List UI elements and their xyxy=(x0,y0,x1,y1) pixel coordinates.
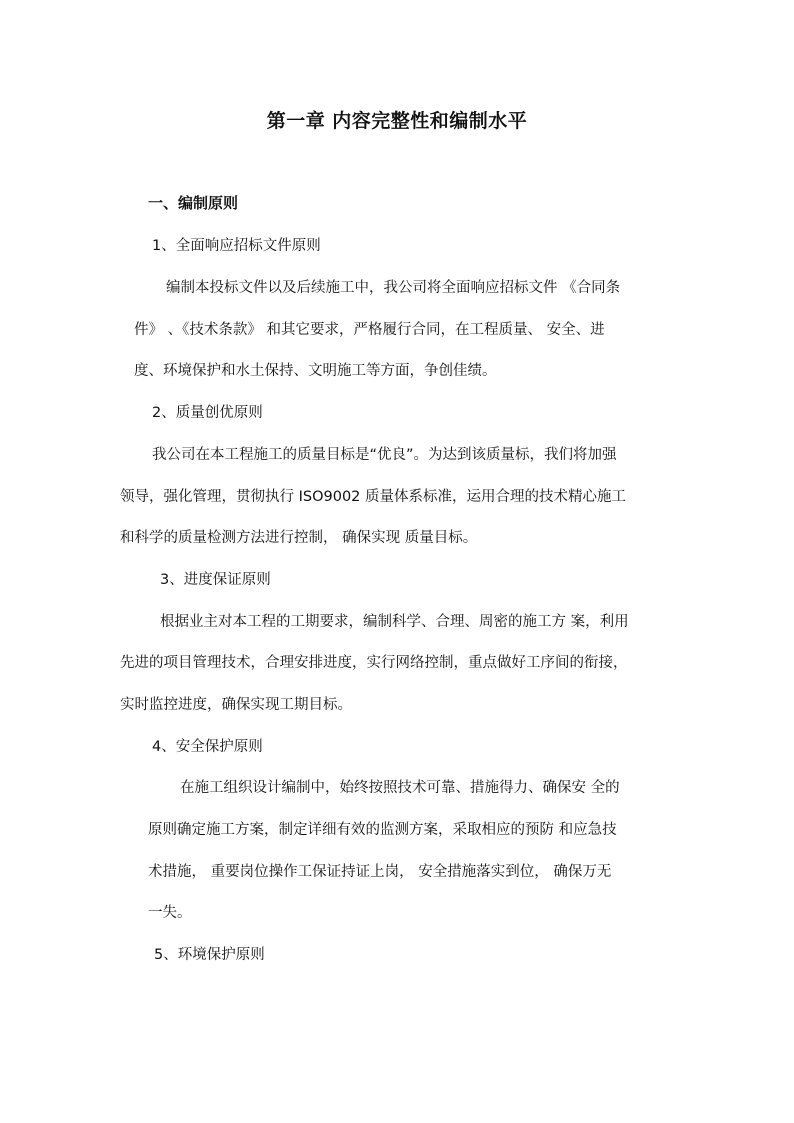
paragraph-line: 和科学的质量检测方法进行控制， 确保实现 质量目标。 xyxy=(120,530,478,546)
paragraph-line: 根据业主对本工程的工期要求，编制科学、合理、周密的施工方 案，利用 xyxy=(160,614,629,630)
paragraph-line: 度、环境保护和水土保持、文明施工等方面，争创佳绩。 xyxy=(134,363,497,379)
paragraph-line: 我公司在本工程施工的质量目标是“优良”。为达到该质量标，我们将加强 xyxy=(152,447,617,463)
paragraph-line: 在施工组织设计编制中，始终按照技术可靠、措施得力、确保安 全的 xyxy=(180,780,620,796)
chapter-title: 第一章 内容完整性和编制水平 xyxy=(266,110,528,132)
paragraph-line: 术措施， 重要岗位操作工保证持证上岗， 安全措施落实到位， 确保万无 xyxy=(148,864,612,880)
paragraph-line: 领导，强化管理，贯彻执行 ISO9002 质量体系标准，运用合理的技术精心施工 xyxy=(120,489,627,505)
paragraph-line: 件》 、《技术条款》 和其它要求，严格履行合同，在工程质量、 安全、进 xyxy=(134,322,605,338)
paragraph-line: 先进的项目管理技术，合理安排进度，实行网络控制，重点做好工序间的衔接， xyxy=(120,655,628,671)
paragraph-line: 实时监控进度，确保实现工期目标。 xyxy=(120,697,352,713)
subsection-heading: 3、进度保证原则 xyxy=(160,572,271,588)
paragraph-line: 一失。 xyxy=(148,905,192,921)
subsection-heading: 1、全面响应招标文件原则 xyxy=(152,238,321,254)
paragraph-line: 编制本投标文件以及后续施工中，我公司将全面响应招标文件 《合同条 xyxy=(166,280,621,296)
subsection-heading: 4、安全保护原则 xyxy=(152,739,263,755)
subsection-heading: 5、环境保护原则 xyxy=(154,947,265,963)
subsection-heading: 2、质量创优原则 xyxy=(152,405,263,421)
paragraph-line: 原则确定施工方案，制定详细有效的监测方案，采取相应的预防 和应急技 xyxy=(148,822,617,838)
section-heading: 一、编制原则 xyxy=(148,194,239,212)
